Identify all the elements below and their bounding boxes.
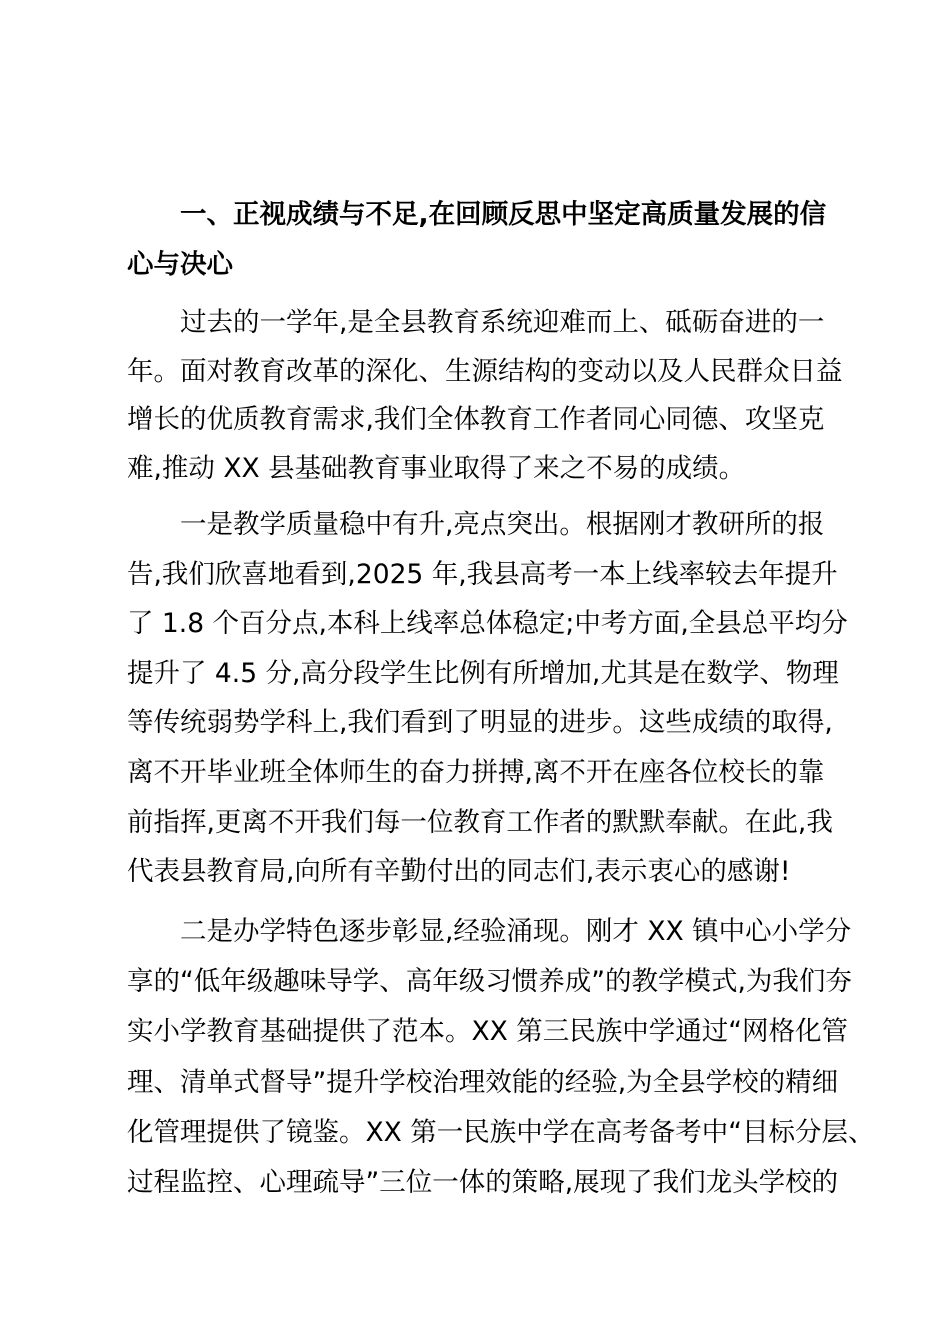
text-line: 享的“低年级趣味导学、高年级习惯养成”的教学模式,为我们夯 xyxy=(127,966,852,998)
text-line: 等传统弱势学科上,我们看到了明显的进步。这些成绩的取得, xyxy=(127,707,833,739)
text-line: 化管理提供了镜鉴。XX 第一民族中学在高考备考中“目标分层、 xyxy=(127,1116,875,1148)
text-line: 过去的一学年,是全县教育系统迎难而上、砥砺奋进的一 xyxy=(180,307,825,338)
paragraph-review xyxy=(127,299,843,493)
text-line: 二是办学特色逐步彰显,经验涌现。刚才 XX 镇中心小学分 xyxy=(180,916,852,947)
text-line: 过程监控、心理疏导”三位一体的策略,展现了我们龙头学校的 xyxy=(127,1167,839,1199)
text-line: 前指挥,更离不开我们每一位教育工作者的默默奉献。在此,我 xyxy=(127,806,833,838)
text-line: 增长的优质教育需求,我们全体教育工作者同心同德、攻坚克 xyxy=(127,404,825,435)
paragraph-school-features xyxy=(127,907,875,1208)
text-line: 年。面对教育改革的深化、生源结构的变动以及人民群众日益 xyxy=(127,355,843,387)
paragraph-teaching-quality xyxy=(127,500,848,897)
section-heading xyxy=(127,190,827,290)
heading-line: 心与决心 xyxy=(127,249,233,280)
text-line: 代表县教育局,向所有辛勤付出的同志们,表示衷心的感谢! xyxy=(127,856,791,888)
text-line: 一是教学质量稳中有升,亮点突出。根据刚才教研所的报 xyxy=(180,509,825,540)
text-line: 告,我们欣喜地看到,2025 年,我县高考一本上线率较去年提升 xyxy=(127,558,838,590)
text-line: 提升了 4.5 分,高分段学生比例有所增加,尤其是在数学、物理 xyxy=(127,657,839,689)
text-line: 理、清单式督导”提升学校治理效能的经验,为全县学校的精细 xyxy=(127,1066,839,1098)
text-line: 离不开毕业班全体师生的奋力拼搏,离不开在座各位校长的靠 xyxy=(127,756,825,788)
text-line: 难,推动 XX 县基础教育事业取得了来之不易的成绩。 xyxy=(127,452,746,484)
heading-line: 一、正视成绩与不足,在回顾反思中坚定高质量发展的信 xyxy=(180,199,827,230)
text-line: 了 1.8 个百分点,本科上线率总体稳定;中考方面,全县总平均分 xyxy=(127,608,848,640)
text-line: 实小学教育基础提供了范本。XX 第三民族中学通过“网格化管 xyxy=(127,1016,848,1048)
